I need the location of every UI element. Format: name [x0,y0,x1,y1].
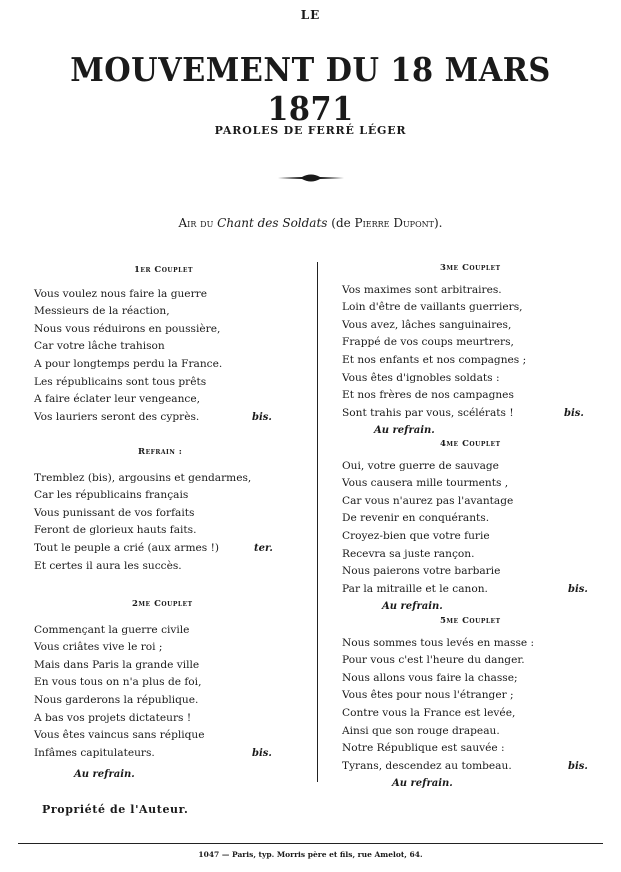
couplet-5 [342,613,592,793]
couplet-heading: 4me Couplet [440,439,501,449]
verse-line: Mais dans Paris la grande ville [34,658,200,671]
verse-line: Vous criâtes vive le roi ; [34,641,163,654]
verse-line: Vous avez, lâches sanguinaires, [342,318,512,331]
repeat-mark: bis. [252,747,272,759]
couplet-heading: 2me Couplet [132,599,193,609]
air-open: (de [327,216,355,230]
couplet-2 [34,596,284,784]
verse-line: Vous êtes d'ignobles soldats : [342,371,500,384]
verse-line: Vos maximes sont arbitraires. [342,283,502,296]
verse-line [342,405,592,423]
printer-imprint: 1047 — Paris, typ. Morris père et fils, rue Amelot, 64. [198,850,423,859]
refrain-note: Au refrain. [382,601,443,613]
header-le: LE [300,8,321,22]
repeat-mark: bis. [564,407,584,419]
couplet-3 [342,260,592,440]
verse-line: Vous punissant de vos forfaits [34,506,195,519]
couplet-4 [342,436,592,616]
verse-line: Recevra sa juste rançon. [342,547,475,560]
verse-line: Oui, votre guerre de sauvage [342,459,499,472]
verse-line: A pour longtemps perdu la France. [34,357,223,370]
repeat-mark: bis. [568,583,588,595]
air-composer: Pierre Dupont [354,216,434,230]
verse-line: Tremblez (bis), argousins et gendarmes, [34,471,252,484]
verse-line: Nous sommes tous levés en masse : [342,636,535,649]
verse-line: Croyez-bien que votre furie [342,529,490,542]
refrain-note: Au refrain. [374,425,435,437]
ornament-divider-icon [276,172,346,184]
byline: PAROLES DE FERRÉ LÉGER [214,124,407,137]
verse-line: Vous êtes vaincus sans réplique [34,729,205,742]
verse-line: Et nos frères de nos campagnes [342,389,514,402]
verse-line [342,758,592,776]
verse-line [34,745,284,763]
verse-line: Vous voulez nous faire la guerre [34,287,207,300]
verse-line [34,540,284,558]
refrain-note: Au refrain. [392,778,453,790]
refrain-note: Au refrain. [74,769,135,781]
repeat-mark: bis. [568,760,588,772]
verse-line: Car votre lâche trahison [34,340,165,353]
footer-rule [18,843,603,844]
verse-line: Notre République est sauvée : [342,742,505,755]
verse-line: A faire éclater leur vengeance, [34,393,200,406]
verse-line: Nous paierons votre barbarie [342,565,501,578]
verse-line: Nous garderons la république. [34,693,199,706]
verse-line: Vous êtes pour nous l'étranger ; [342,689,514,702]
verse-line: Messieurs de la réaction, [34,305,170,318]
page-title: MOUVEMENT DU 18 MARS 1871 [70,50,551,128]
verse-line: Nous allons vous faire la chasse; [342,671,518,684]
verse-line: Et certes il aura les succès. [34,559,182,572]
verse-line: Car les républicains français [34,489,189,502]
air-prefix: Air du [178,216,218,230]
verse-line: Loin d'être de vaillants guerriers, [342,301,523,314]
verse-line: Les républicains sont tous prêts [34,375,207,388]
couplet-heading: 5me Couplet [440,616,501,626]
verse-line: Vous causera mille tourments , [342,477,509,490]
verse-line [34,409,284,427]
couplet-heading: 1er Couplet [134,265,193,275]
verse-line: Contre vous la France est levée, [342,706,516,719]
air-line [0,216,621,230]
verse-line [342,581,592,599]
refrain-heading: Refrain : [138,447,183,457]
air-close: ). [433,216,443,230]
verse-line: Car vous n'aurez pas l'avantage [342,494,514,507]
verse-text: Tyrans, descendez au tombeau. [342,759,512,772]
verse-line: Et nos enfants et nos compagnes ; [342,353,527,366]
verse-text: Infâmes capitulateurs. [34,746,155,759]
verse-line: Pour vous c'est l'heure du danger. [342,654,525,667]
refrain [34,444,284,575]
verse-line: Commençant la guerre civile [34,623,190,636]
verse-line: A bas vos projets dictateurs ! [34,711,192,724]
verse-line: Feront de glorieux hauts faits. [34,524,197,537]
verse-line: Ainsi que son rouge drapeau. [342,724,500,737]
verse-text: Vos lauriers seront des cyprès. [34,410,200,423]
verse-text: Tout le peuple a crié (aux armes !) [34,541,219,554]
couplet-1 [34,262,284,426]
couplet-heading: 3me Couplet [440,263,501,273]
column-divider [317,262,318,782]
verse-line: Nous vous réduirons en poussière, [34,322,221,335]
verse-text: Sont trahis par vous, scélérats ! [342,406,514,419]
verse-line: En vous tous on n'a plus de foi, [34,676,202,689]
air-song: Chant des Soldats [217,216,328,230]
verse-text: Par la mitraille et le canon. [342,582,488,595]
verse-line: De revenir en conquérants. [342,512,490,525]
verse-line: Frappé de vos coups meurtrers, [342,336,514,349]
repeat-mark: ter. [254,542,273,554]
repeat-mark: bis. [252,411,272,423]
property-notice: Propriété de l'Auteur. [42,803,189,816]
